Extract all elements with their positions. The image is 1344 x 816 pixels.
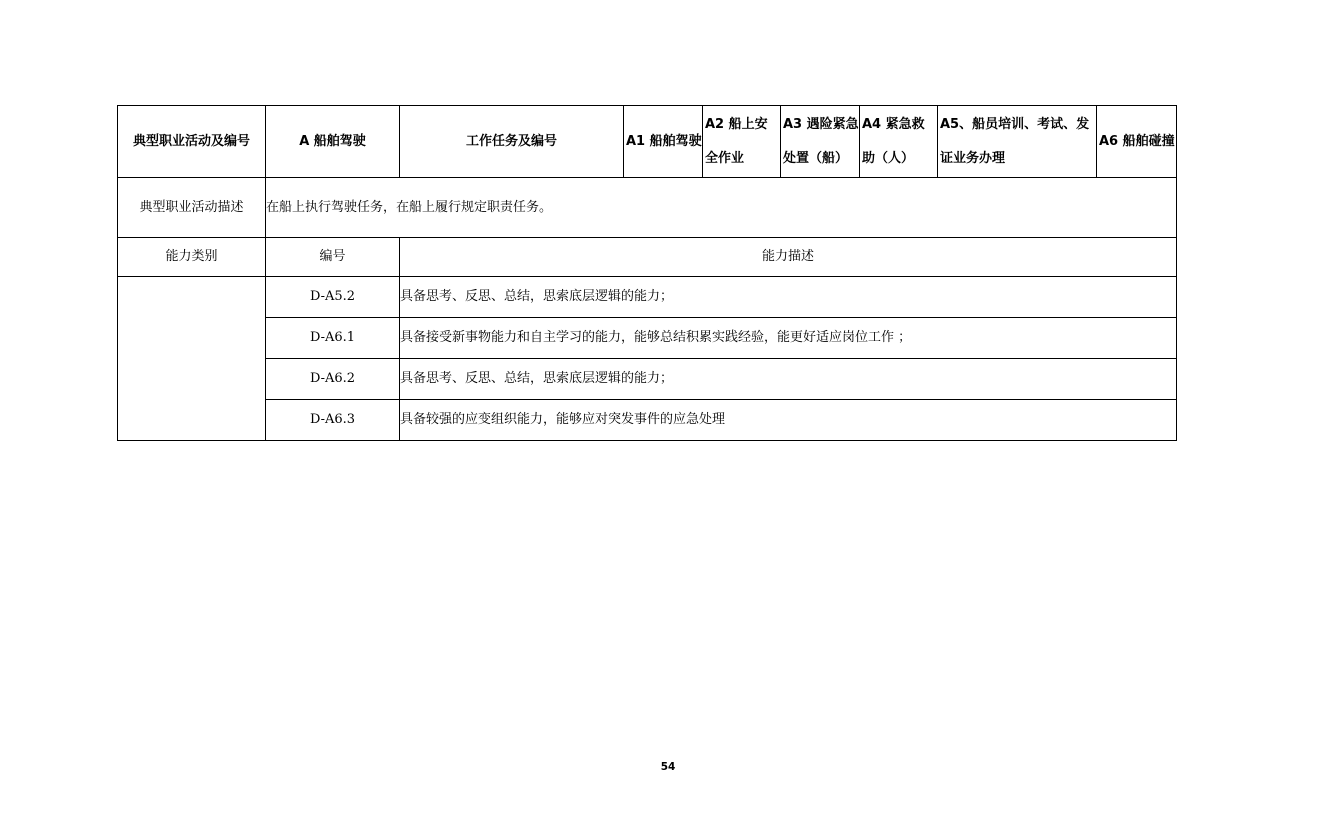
description-row	[118, 178, 1177, 238]
table-row	[118, 400, 1177, 441]
table-row	[118, 277, 1177, 318]
ability-header-row	[118, 238, 1177, 277]
task-a5: A5、船员培训、考试、发证业务办理	[938, 106, 1097, 178]
page-number: 54	[660, 761, 676, 773]
task-a2: A2 船上安全作业	[703, 106, 781, 178]
task-a3: A3 遇险紧急处置（船）	[781, 106, 860, 178]
description-label: 典型职业活动描述	[118, 178, 266, 238]
task-a6: A6 船舶碰撞	[1097, 106, 1177, 178]
ability-category-header: 能力类别	[118, 238, 266, 277]
table-row	[118, 318, 1177, 359]
ability-description-header: 能力描述	[400, 238, 1177, 277]
ability-code: D-A6.3	[266, 400, 400, 441]
ability-category-cell	[118, 277, 266, 441]
ability-text: 具备较强的应变组织能力，能够应对突发事件的应急处理	[400, 400, 1177, 441]
ability-code: D-A5.2	[266, 277, 400, 318]
task-a4: A4 紧急救助（人）	[860, 106, 938, 178]
ability-code: D-A6.2	[266, 359, 400, 400]
ability-code-header: 编号	[266, 238, 400, 277]
activity-value: A 船舶驾驶	[266, 106, 400, 178]
competency-table	[117, 105, 1177, 441]
header-row	[118, 106, 1177, 178]
ability-text: 具备思考、反思、总结，思索底层逻辑的能力；	[400, 277, 1177, 318]
task-label: 工作任务及编号	[400, 106, 624, 178]
ability-text: 具备接受新事物能力和自主学习的能力，能够总结积累实践经验，能更好适应岗位工作 ；	[400, 318, 1177, 359]
activity-label: 典型职业活动及编号	[118, 106, 266, 178]
ability-code: D-A6.1	[266, 318, 400, 359]
table-row	[118, 359, 1177, 400]
description-text: 在船上执行驾驶任务，在船上履行规定职责任务。	[266, 178, 1177, 238]
task-a1: A1 船舶驾驶	[624, 106, 703, 178]
ability-text: 具备思考、反思、总结，思索底层逻辑的能力；	[400, 359, 1177, 400]
